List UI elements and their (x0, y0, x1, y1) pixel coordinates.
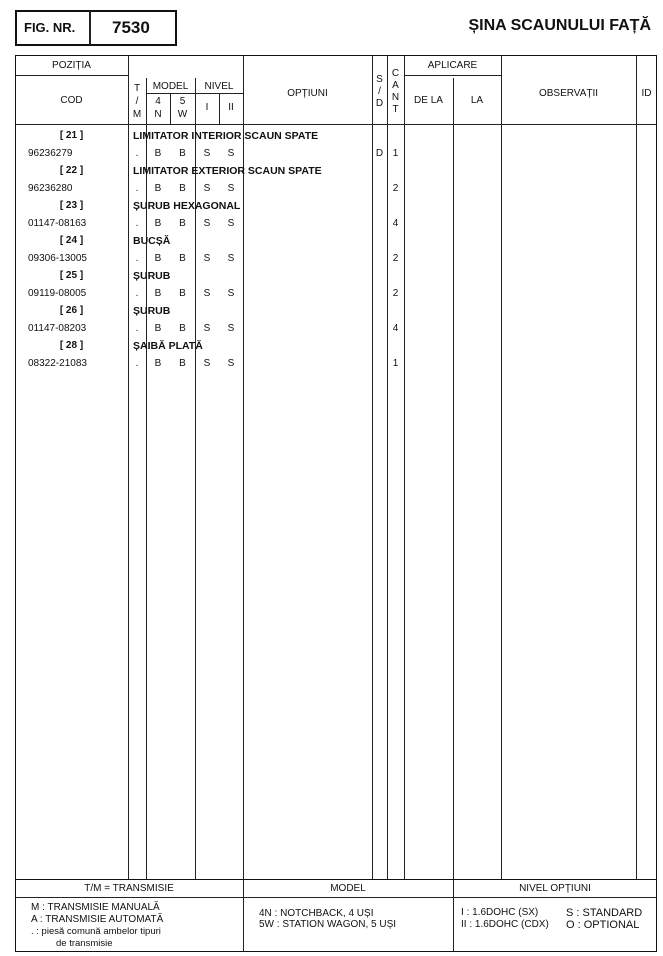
part-lvl1: S (203, 288, 211, 299)
pozitia-under (15, 75, 128, 76)
legend-model-title: MODEL (330, 883, 366, 894)
col-line-cod (128, 55, 129, 880)
legend-tm-line: A : TRANSMISIE AUTOMATĂ (31, 914, 164, 925)
part-w5: B (179, 323, 186, 334)
part-tm: . (135, 288, 139, 299)
part-qty: 2 (392, 253, 399, 264)
col-model-w: W (177, 109, 188, 120)
part-name: ȘURUB (133, 270, 171, 282)
part-lvl1: S (203, 148, 211, 159)
part-lvl2: S (227, 183, 235, 194)
fig-number: 7530 (112, 18, 150, 37)
col-model-5: 5 (179, 96, 186, 107)
col-line-cant (404, 55, 405, 880)
part-n4: B (154, 288, 162, 299)
col-tm-t: T (133, 83, 141, 94)
part-n4: B (154, 323, 162, 334)
legend-title-separator (15, 897, 657, 898)
col-model-4: 4 (155, 96, 161, 107)
part-tm: . (135, 183, 139, 194)
part-position: [ 25 ] (59, 270, 84, 281)
part-tm: . (135, 323, 139, 334)
part-lvl2: S (227, 148, 235, 159)
part-n4: B (154, 148, 162, 159)
legend-tm-line: M : TRANSMISIE MANUALĂ (31, 902, 160, 913)
part-name: LIMITATOR INTERIOR SCAUN SPATE (133, 130, 319, 142)
legend-nivel-title: NIVEL OPȚIUNI (519, 883, 591, 894)
part-position: [ 26 ] (59, 305, 84, 316)
col-observatii: OBSERVAȚII (538, 88, 599, 99)
part-w5: B (179, 218, 186, 229)
part-code: 01147-08203 (28, 323, 87, 334)
part-lvl1: S (203, 323, 211, 334)
col-cod: COD (60, 95, 83, 106)
model-under (146, 93, 243, 94)
legend-model-line: 4N : NOTCHBACK, 4 UȘI (259, 908, 374, 919)
col-la: LA (470, 95, 484, 106)
part-code: 08322-21083 (28, 358, 87, 369)
legend-nivel-opt: O : OPTIONAL (566, 919, 640, 931)
col-id: ID (641, 88, 652, 99)
part-qty: 2 (392, 288, 399, 299)
col-cant-a: A (392, 80, 399, 91)
col-tm-m: M (132, 109, 142, 120)
part-code: 01147-08163 (28, 218, 87, 229)
part-lvl2: S (227, 288, 235, 299)
col-line-obs (636, 55, 637, 880)
part-w5: B (179, 183, 186, 194)
col-line-dela (453, 78, 454, 880)
part-qty: 2 (392, 183, 399, 194)
col-nivel: NIVEL (204, 81, 234, 92)
col-line-sd (387, 55, 388, 880)
part-name: LIMITATOR EXTERIOR SCAUN SPATE (133, 165, 322, 177)
part-qty: 4 (392, 218, 399, 229)
part-code: 96236280 (28, 183, 73, 194)
part-code: 09306-13005 (28, 253, 87, 264)
fig-box-divider (89, 11, 91, 45)
part-qty: 1 (392, 148, 399, 159)
part-position: [ 22 ] (59, 165, 84, 176)
legend-tm-line: de transmisie (56, 938, 113, 949)
part-n4: B (154, 183, 162, 194)
legend-model-line: 5W : STATION WAGON, 5 UȘI (259, 919, 397, 930)
col-nivel-ii: II (228, 102, 234, 113)
part-name: ȘURUB HEXAGONAL (133, 200, 241, 212)
col-line-model (195, 78, 196, 880)
aplicare-under (404, 75, 501, 76)
col-cant-n: N (391, 92, 400, 103)
page-title: ȘINA SCAUNULUI FAȚĂ (468, 17, 651, 34)
col-model-n: N (154, 109, 162, 120)
legend-tm-title: T/M = TRANSMISIE (84, 883, 174, 894)
col-model: MODEL (152, 81, 189, 92)
part-n4: B (154, 218, 162, 229)
col-cant-t: T (392, 104, 399, 115)
part-tm: . (135, 148, 139, 159)
part-position: [ 24 ] (59, 235, 84, 246)
legend-nivel-opt: S : STANDARD (566, 907, 643, 919)
col-sd-d: D (375, 98, 384, 109)
col-de-la: DE LA (414, 95, 443, 106)
col-sd-s: S (376, 74, 383, 85)
part-w5: B (179, 148, 186, 159)
legend-nivel-line: I : 1.6DOHC (SX) (461, 907, 539, 918)
part-lvl1: S (203, 358, 211, 369)
col-tm-slash: / (135, 96, 139, 107)
part-lvl2: S (227, 358, 235, 369)
part-name: ȘURUB (133, 305, 171, 317)
part-lvl2: S (227, 323, 235, 334)
part-code: 09119-08005 (28, 288, 87, 299)
part-name: ȘAIBĂ PLATĂ (133, 340, 203, 352)
part-lvl2: S (227, 253, 235, 264)
part-n4: B (154, 358, 162, 369)
part-qty: 1 (392, 358, 399, 369)
col-line-aplicare (501, 55, 502, 880)
legend-tm-line: . : piesă comună ambelor tipuri (31, 926, 161, 937)
legend-nivel-line: II : 1.6DOHC (CDX) (461, 919, 549, 930)
col-line-optiuni (372, 55, 373, 880)
part-lvl1: S (203, 183, 211, 194)
part-position: [ 23 ] (59, 200, 84, 211)
part-position: [ 28 ] (59, 340, 84, 351)
part-n4: B (154, 253, 162, 264)
part-lvl2: S (227, 218, 235, 229)
part-tm: . (135, 253, 139, 264)
part-tm: . (135, 358, 139, 369)
fig-label: FIG. NR. (24, 20, 76, 35)
part-lvl1: S (203, 253, 211, 264)
col-optiuni: OPȚIUNI (287, 88, 328, 99)
col-aplicare: APLICARE (427, 60, 478, 71)
part-tm: . (135, 218, 139, 229)
col-cant-c: C (391, 68, 400, 79)
part-lvl1: S (203, 218, 211, 229)
col-sd-slash: / (378, 86, 381, 97)
col-nivel-i: I (205, 102, 209, 113)
part-w5: B (179, 288, 186, 299)
part-code: 96236279 (28, 148, 73, 159)
header-separator (15, 124, 657, 125)
part-qty: 4 (392, 323, 399, 334)
main-table-frame (15, 55, 657, 880)
col-pozitia: POZIȚIA (52, 60, 91, 71)
part-name: BUCȘĂ (133, 235, 171, 247)
col-line-tm (146, 78, 147, 880)
part-sd: D (375, 148, 384, 159)
col-line-nivel (243, 55, 244, 880)
part-w5: B (179, 253, 186, 264)
part-position: [ 21 ] (59, 130, 84, 141)
part-w5: B (179, 358, 186, 369)
